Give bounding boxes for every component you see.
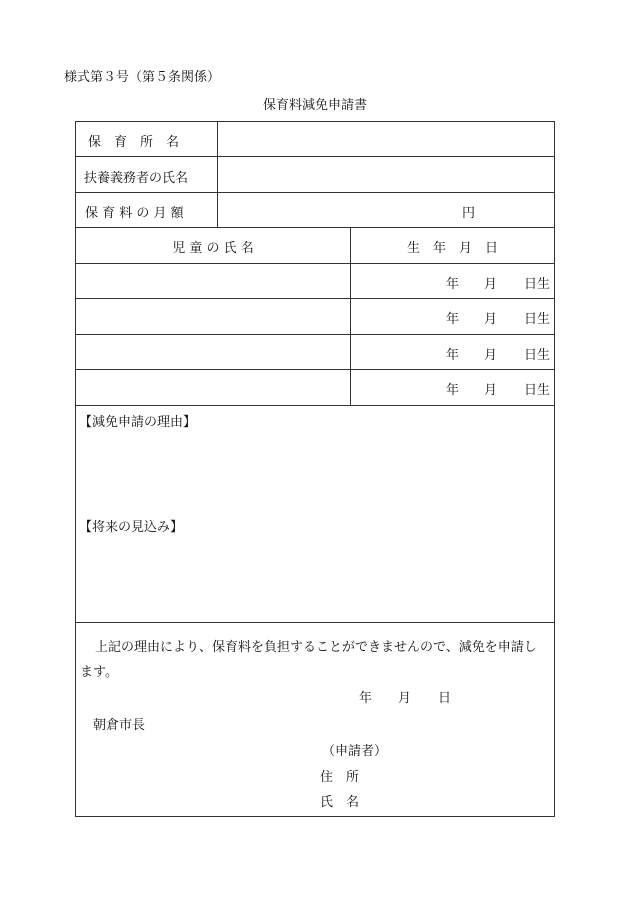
reason-text-area[interactable] [79, 429, 551, 517]
day-mark: 日生 [524, 312, 551, 327]
nursery-name-label: 保 育 所 名 [88, 135, 180, 150]
row-divider [76, 227, 554, 228]
birth-date-field[interactable] [351, 299, 554, 334]
guardian-name-field[interactable] [218, 157, 554, 192]
birth-date-field[interactable] [351, 335, 554, 369]
document-title: 保育料減免申請書 [262, 98, 367, 113]
month-mark: 月 [484, 312, 498, 327]
birth-date-field[interactable] [351, 370, 554, 405]
declaration-text-line-1: 上記の理由により、保育料を負担することができませんので、減免を申請し [95, 640, 537, 655]
yen-unit: 円 [462, 206, 476, 221]
date-month-mark: 月 [398, 691, 412, 706]
date-year-mark: 年 [359, 691, 373, 706]
applicant-label: （申請者） [322, 744, 388, 759]
day-mark: 日生 [524, 277, 551, 292]
declaration-text-line-2: ます。 [80, 665, 118, 680]
child-name-field[interactable] [76, 299, 349, 334]
child-name-field[interactable] [76, 370, 349, 405]
outlook-text-area[interactable] [79, 534, 551, 620]
date-day-mark: 日 [438, 691, 452, 706]
month-mark: 月 [484, 277, 498, 292]
outlook-heading: 【将来の見込み】 [79, 520, 184, 535]
month-mark: 月 [484, 383, 498, 398]
child-name-header: 児 童 の 氏 名 [172, 241, 254, 256]
birth-date-header: 生 年 月 日 [406, 241, 498, 256]
address-field[interactable] [368, 760, 548, 782]
guardian-name-label: 扶養義務者の氏名 [84, 171, 189, 186]
addressee: 朝倉市長 [93, 718, 146, 733]
row-divider [76, 622, 554, 623]
year-mark: 年 [446, 383, 460, 398]
address-label: 住 所 [320, 770, 360, 785]
row-divider [76, 405, 554, 406]
form-number: 様式第３号（第５条関係） [64, 70, 221, 85]
day-mark: 日生 [524, 348, 551, 363]
applicant-name-field[interactable] [368, 785, 548, 807]
year-mark: 年 [446, 312, 460, 327]
child-name-field[interactable] [76, 335, 349, 369]
year-mark: 年 [446, 277, 460, 292]
monthly-fee-label: 保 育 料 の 月 額 [85, 206, 184, 221]
name-label: 氏 名 [320, 795, 360, 810]
year-mark: 年 [446, 348, 460, 363]
day-mark: 日生 [524, 383, 551, 398]
birth-date-field[interactable] [351, 264, 554, 298]
nursery-name-field[interactable] [218, 122, 554, 156]
monthly-fee-field[interactable] [218, 193, 554, 227]
reason-heading: 【減免申請の理由】 [79, 415, 197, 430]
application-form-table [75, 121, 555, 817]
child-name-field[interactable] [76, 264, 349, 298]
month-mark: 月 [484, 348, 498, 363]
